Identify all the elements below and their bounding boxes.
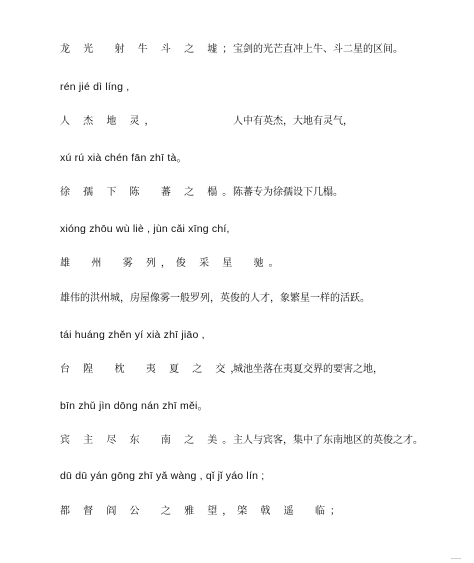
text-line-14 <box>0 502 474 522</box>
verse-pinyin: rén jié dì líng , <box>60 81 130 93</box>
verse-hanzi: 龙 光 射 牛 斗 之 墟； <box>60 44 238 55</box>
text-line-9 <box>0 325 474 345</box>
text-line-5 <box>0 183 474 203</box>
text-line-1 <box>0 40 474 60</box>
verse-pinyin: dū dū yán gōng zhī yǎ wàng , qǐ jǐ yáo lín ; <box>60 470 265 482</box>
text-line-12 <box>0 431 474 451</box>
verse-translation: 城池坐落在夷夏交界的要害之地， <box>233 364 383 375</box>
verse-pinyin: tái huáng zhěn yí xià zhī jiāo , <box>60 329 205 341</box>
text-line-11 <box>0 396 474 416</box>
verse-translation: 雄伟的洪州城，房屋像雾一般罗列，英俊的人才，象繁星一样的活跃。 <box>60 293 370 304</box>
text-line-7 <box>0 254 474 274</box>
verse-hanzi: 人 杰 地 灵， <box>60 116 160 127</box>
verse-hanzi: 雄 州 雾 列，俊 采 星 驰。 <box>60 258 284 269</box>
verse-hanzi: 台 隍 枕 夷 夏 之 交， <box>60 364 246 375</box>
verse-hanzi: 都 督 阎 公 之 雅 望，棨 戟 遥 临； <box>60 506 345 517</box>
text-line-10 <box>0 360 474 380</box>
verse-translation: 人中有英杰，大地有灵气， <box>233 116 353 127</box>
text-line-6 <box>0 219 474 239</box>
verse-translation: 主人与宾客，集中了东南地区的英俊之才。 <box>233 435 423 446</box>
text-line-8 <box>0 289 474 309</box>
verse-pinyin: xú rú xià chén fān zhī tà。 <box>60 152 188 164</box>
text-line-3 <box>0 112 474 132</box>
verse-translation: 宝剑的光芒直冲上牛、斗二星的区间。 <box>233 44 403 55</box>
verse-pinyin: xióng zhōu wù liè , jùn cǎi xīng chí, <box>60 223 230 235</box>
text-line-2 <box>0 77 474 97</box>
text-line-13 <box>0 466 474 486</box>
verse-hanzi: 徐 孺 下 陈 蕃 之 榻。 <box>60 187 238 198</box>
text-line-4 <box>0 148 474 168</box>
page-edge-mark <box>451 558 461 559</box>
verse-translation: 陈蕃专为徐孺设下几榻。 <box>233 187 343 198</box>
verse-pinyin: bīn zhǔ jìn dōng nán zhī měi。 <box>60 400 209 412</box>
verse-hanzi: 宾 主 尽 东 南 之 美。 <box>60 435 238 446</box>
